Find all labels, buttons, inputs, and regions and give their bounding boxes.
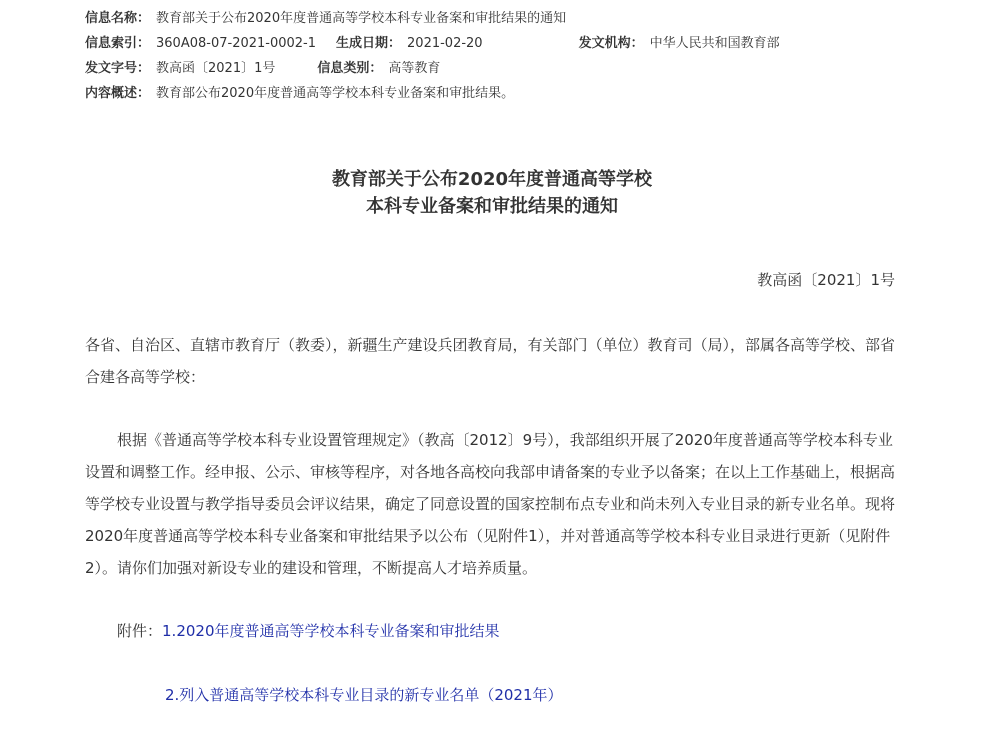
document-number: 教高函〔2021〕1号 (757, 271, 895, 289)
attachments-label: 附件： (117, 622, 163, 640)
title-line-1: 教育部关于公布2020年度普通高等学校 (331, 169, 653, 190)
attachment-link-2[interactable]: 2.列入普通高等学校本科专业目录的新专业名单（2021年） (165, 686, 563, 704)
meta-summary-value: 教育部公布2020年度普通高等学校本科专业备案和审批结果。 (156, 86, 515, 101)
attachment-line-1 (117, 620, 500, 641)
meta-org-label: 发文机构： (578, 36, 644, 51)
attachment-link-1[interactable]: 1.2020年度普通高等学校本科专业备案和审批结果 (162, 622, 500, 640)
meta-category-label: 信息类别： (317, 61, 383, 76)
meta-category-value: 高等教育 (388, 61, 441, 76)
recipients-paragraph: 各省、自治区、直辖市教育厅（教委），新疆生产建设兵团教育局，有关部门（单位）教育司（局），部属各高等学校、部省合建各高等学校： (85, 336, 896, 386)
meta-row-summary (85, 81, 780, 106)
meta-org-value: 中华人民共和国教育部 (649, 36, 780, 51)
meta-row-issue (85, 56, 780, 81)
meta-index-label: 信息索引： (85, 36, 151, 51)
body-paragraph: 根据《普通高等学校本科专业设置管理规定》（教高〔2012〕9号），我部组织开展了2020年度普通高等学校本科专业设置和调整工作。经申报、公示、审核等程序，对各地各高校向我部申请备案的专业予以备案；在以上工作基础上，根据高等学校专业设置与教学指导委员会评议结果，确定了同意设置的国家控制布点专业和尚未列入专业目录的新专业名单。现将2020年度普通高等学校本科专业备案和审批结果予以公布（见附件1），并对普通高等学校本科专业目录进行更新（见附件2）。请你们加强对新设专业的建设和管理，不断提高人才培养质量。 (85, 431, 896, 577)
meta-date-label: 生成日期： (336, 36, 402, 51)
meta-row-index (85, 31, 780, 56)
meta-row-name (85, 6, 780, 31)
meta-issue-value: 教高函〔2021〕1号 (156, 61, 276, 76)
meta-date-value: 2021-02-20 (407, 36, 483, 51)
title-line-2: 本科专业备案和审批结果的通知 (366, 196, 618, 217)
meta-name-label: 信息名称： (85, 11, 151, 26)
document-metadata (85, 6, 780, 106)
meta-issue-label: 发文字号： (85, 61, 151, 76)
attachment-line-2 (165, 684, 563, 705)
meta-name-value: 教育部关于公布2020年度普通高等学校本科专业备案和审批结果的通知 (156, 11, 567, 26)
document-title (0, 166, 984, 220)
meta-index-value: 360A08-07-2021-0002-1 (156, 36, 317, 51)
meta-summary-label: 内容概述： (85, 86, 151, 101)
